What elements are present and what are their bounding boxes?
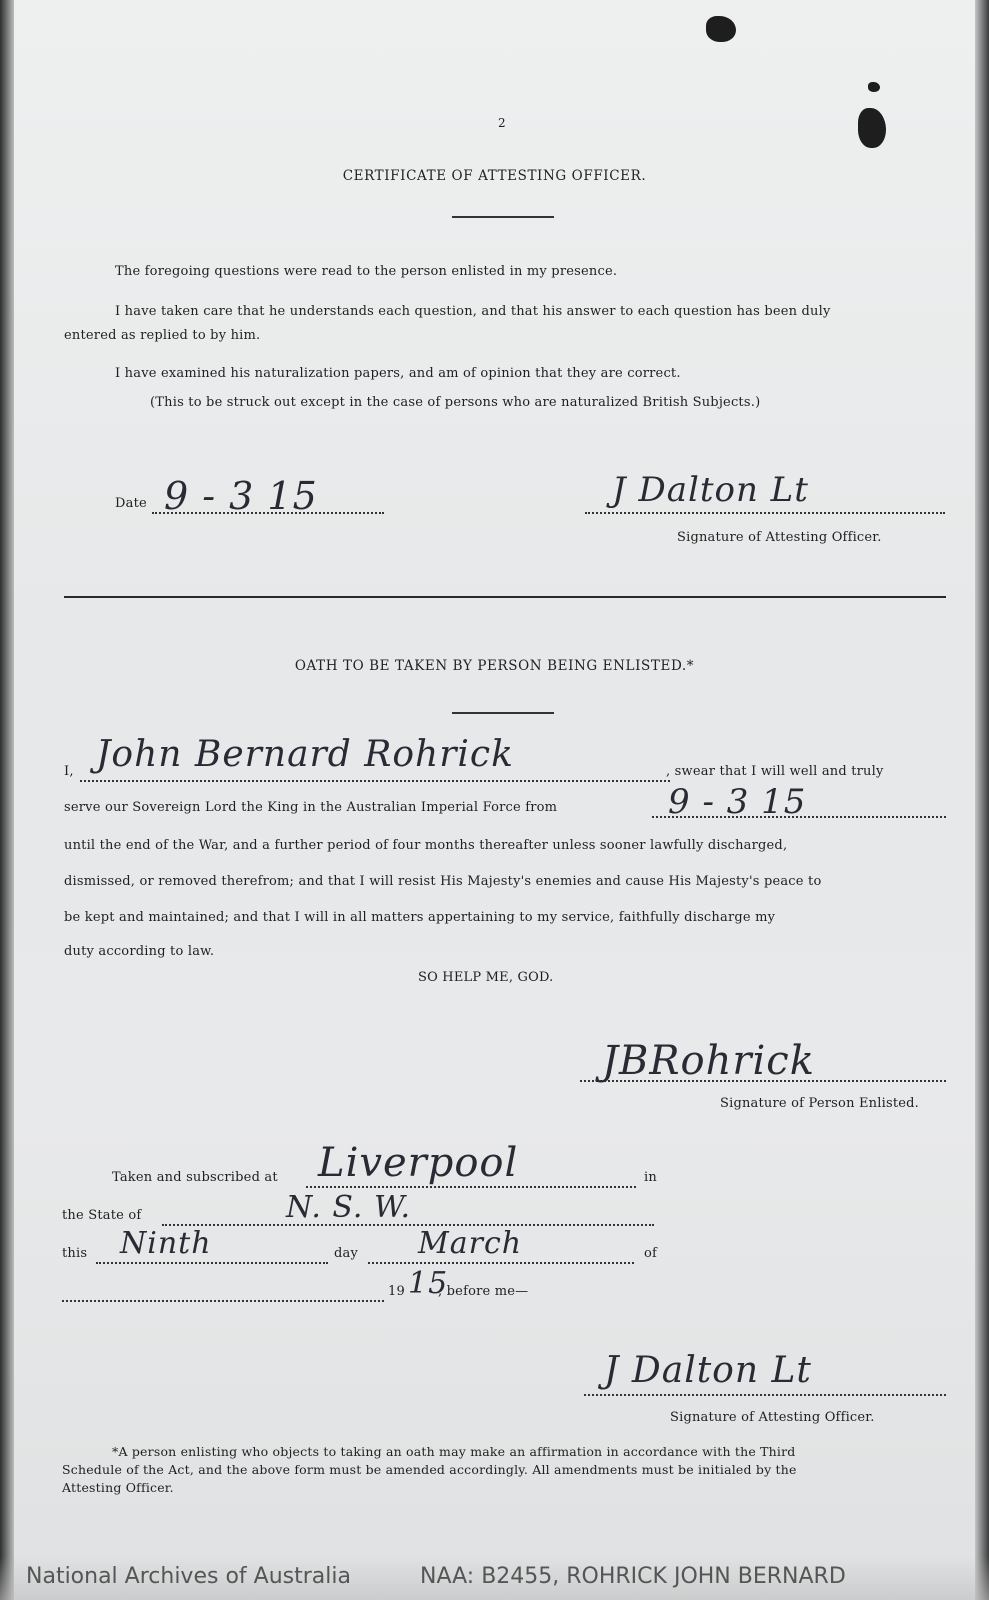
in-label: in [644, 1170, 657, 1185]
so-help-me-god: SO HELP ME, GOD. [418, 970, 554, 985]
paper-hole [858, 108, 886, 148]
oath-swear-text: , swear that I will well and truly [666, 764, 884, 779]
oath-i-label: I, [64, 764, 74, 779]
officer-signature-2-label: Signature of Attesting Officer. [670, 1410, 875, 1425]
enlistee-name-handwritten: John Bernard Rohrick [96, 734, 514, 775]
enlisted-signature-label: Signature of Person Enlisted. [720, 1096, 920, 1111]
footnote-line-1: *A person enlisting who objects to taking an oath may make an affirmation in accordance with the Third [112, 1444, 796, 1459]
name-dotted-line [80, 780, 670, 782]
paper-edge-right [973, 0, 989, 1600]
archive-name: National Archives of Australia [26, 1564, 351, 1589]
page-number: 2 [498, 116, 506, 130]
certificate-title: CERTIFICATE OF ATTESTING OFFICER. [342, 168, 647, 184]
certificate-line-2b: entered as replied to by him. [64, 328, 261, 343]
this-label: this [62, 1246, 88, 1261]
state-label: the State of [62, 1208, 142, 1223]
state-handwritten: N. S. W. [286, 1190, 412, 1225]
paper-hole [706, 16, 736, 42]
title-divider [452, 216, 554, 218]
officer-signature-2-dotted-line [584, 1394, 946, 1396]
oath-line-6: duty according to law. [64, 944, 215, 959]
place-dotted-line [306, 1186, 636, 1188]
place-handwritten: Liverpool [318, 1140, 519, 1186]
date-label: Date [115, 496, 147, 511]
day-label: day [334, 1246, 359, 1261]
certificate-line-4: (This to be struck out except in the case of persons who are naturalized British Subjects.) [150, 395, 761, 410]
enlisted-signature: JBRohrick [602, 1038, 815, 1084]
oath-divider [452, 712, 554, 714]
officer-signature-label: Signature of Attesting Officer. [677, 530, 882, 545]
day-dotted-line [96, 1262, 328, 1264]
archive-watermark-bar [0, 1556, 989, 1600]
signature-dotted-line [585, 512, 945, 514]
officer-signature: J Dalton Lt [612, 470, 809, 510]
month-dotted-line [368, 1262, 634, 1264]
footnote-line-2: Schedule of the Act, and the above form must be amended accordingly. All amendments must be initialed by the [62, 1462, 797, 1477]
date-handwritten: 9 - 3 15 [164, 474, 318, 518]
year-prefix: 19 [388, 1284, 405, 1299]
certificate-line-3: I have examined his naturalization papers, and am of opinion that they are correct. [115, 366, 681, 381]
oath-title: OATH TO BE TAKEN BY PERSON BEING ENLISTED.* [294, 658, 695, 674]
footnote-line-3: Attesting Officer. [62, 1480, 174, 1495]
day-handwritten: Ninth [120, 1226, 212, 1261]
of-label: of [644, 1246, 658, 1261]
month-handwritten: March [418, 1226, 523, 1261]
year-handwritten: 15 [408, 1266, 449, 1301]
before-me-label: , before me— [438, 1284, 529, 1299]
taken-subscribed-label: Taken and subscribed at [112, 1170, 278, 1185]
certificate-line-1: The foregoing questions were read to the person enlisted in my presence. [115, 264, 618, 279]
oath-line-2: serve our Sovereign Lord the King in the Australian Imperial Force from [64, 800, 558, 815]
section-divider [64, 596, 946, 598]
officer-signature-2: J Dalton Lt [604, 1350, 812, 1391]
year-dotted-line [62, 1300, 384, 1302]
oath-line-4: dismissed, or removed therefrom; and that I will resist His Majesty's enemies and cause His Majesty's peace to [64, 874, 822, 889]
paper-hole [868, 82, 880, 92]
certificate-line-2a: I have taken care that he understands each question, and that his answer to each question has been duly [115, 304, 831, 319]
oath-line-3: until the end of the War, and a further period of four months thereafter unless sooner lawfully discharged, [64, 838, 788, 853]
oath-line-5: be kept and maintained; and that I will in all matters appertaining to my service, faithfully discharge my [64, 910, 776, 925]
from-date-handwritten: 9 - 3 15 [668, 782, 807, 822]
archive-reference: NAA: B2455, ROHRICK JOHN BERNARD [420, 1564, 846, 1589]
